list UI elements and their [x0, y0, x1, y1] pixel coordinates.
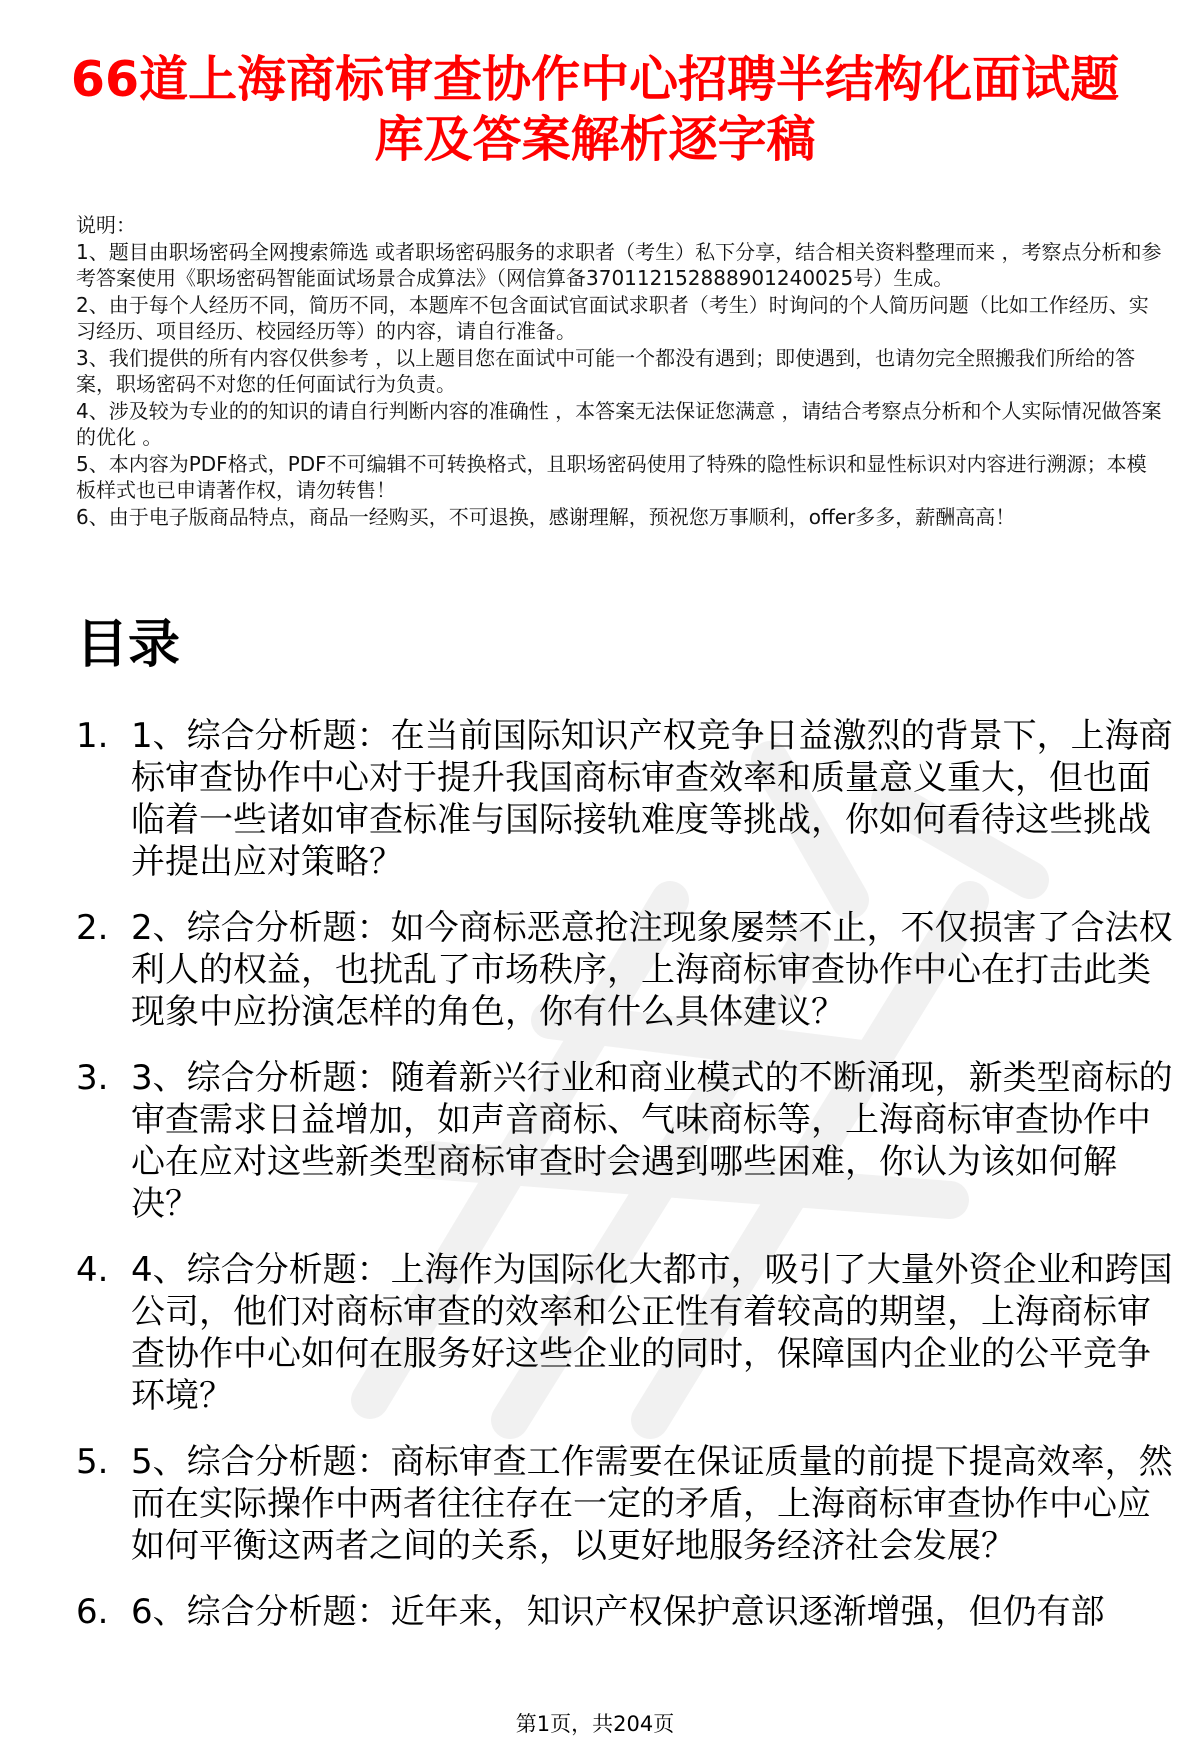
instruction-item: 1、题目由职场密码全网搜索筛选 或者职场密码服务的求职者（考生）私下分享，结合相关资料整理而来 ，考察点分析和参考答案使用《职场密码智能面试场景合成算法》（网信算备370112152888901240025号）生成。: [76, 239, 1162, 290]
document-title: 66道上海商标审查协作中心招聘半结构化面试题库及答案解析逐字稿: [70, 51, 1120, 168]
toc-heading: 目录: [76, 615, 181, 675]
instruction-item: 3、我们提供的所有内容仅供参考 ，以上题目您在面试中可能一个都没有遇到；即使遇到，也请勿完全照搬我们所给的答案，职场密码不对您的任何面试行为负责。: [76, 345, 1136, 396]
toc-item-text: 3、综合分析题：随着新兴行业和商业模式的不断涌现，新类型商标的审查需求日益增加，如声音商标、气味商标等，上海商标审查协作中心在应对这些新类型商标审查时会遇到哪些困难，你认为该如何解决？: [131, 1058, 1173, 1224]
toc-item[interactable]: [76, 907, 1176, 1033]
instructions-heading: 说明：: [76, 213, 136, 237]
toc-item-text: 6、综合分析题：近年来，知识产权保护意识逐渐增强，但仍有部: [131, 1592, 1105, 1632]
toc-item-number: 3.: [76, 1058, 109, 1098]
toc-item-text: 1、综合分析题：在当前国际知识产权竞争日益激烈的背景下，上海商标审查协作中心对于提升我国商标审查效率和质量意义重大，但也面临着一些诸如审查标准与国际接轨难度等挑战，你如何看待这些挑战并提出应对策略？: [131, 716, 1173, 882]
toc-item[interactable]: [76, 1591, 1176, 1633]
instruction-item: 6、由于电子版商品特点，商品一经购买，不可退换，感谢理解，预祝您万事顺利，offer多多，薪酬高高！: [76, 504, 1016, 529]
toc-list: [76, 715, 1176, 1657]
instruction-item: 2、由于每个人经历不同，简历不同，本题库不包含面试官面试求职者（考生）时询问的个人简历问题（比如工作经历、实习经历、项目经历、校园经历等）的内容，请自行准备。: [76, 292, 1149, 343]
toc-item-number: 6.: [76, 1592, 109, 1632]
toc-item-number: 2.: [76, 908, 109, 948]
instructions-block: [76, 212, 1166, 530]
toc-item-text: 5、综合分析题：商标审查工作需要在保证质量的前提下提高效率，然而在实际操作中两者往往存在一定的矛盾，上海商标审查协作中心应如何平衡这两者之间的关系，以更好地服务经济社会发展？: [131, 1442, 1173, 1566]
toc-item-number: 4.: [76, 1250, 109, 1290]
toc-item-text: 4、综合分析题：上海作为国际化大都市，吸引了大量外资企业和跨国公司，他们对商标审查的效率和公正性有着较高的期望，上海商标审查协作中心如何在服务好这些企业的同时，保障国内企业的公平竞争环境？: [131, 1250, 1173, 1416]
page-number-footer: 第1页，共204页: [515, 1712, 675, 1736]
toc-item[interactable]: [76, 1441, 1176, 1567]
toc-item[interactable]: [76, 715, 1176, 883]
instruction-item: 5、本内容为PDF格式，PDF不可编辑不可转换格式，且职场密码使用了特殊的隐性标识和显性标识对内容进行溯源；本模板样式也已申请著作权，请勿转售！: [76, 451, 1147, 502]
instruction-item: 4、涉及较为专业的的知识的请自行判断内容的准确性 ，本答案无法保证您满意 ，请结合考察点分析和个人实际情况做答案的优化 。: [76, 398, 1162, 449]
toc-item-number: 1.: [76, 716, 109, 756]
toc-item-number: 5.: [76, 1442, 109, 1482]
toc-item[interactable]: [76, 1249, 1176, 1417]
toc-item-text: 2、综合分析题：如今商标恶意抢注现象屡禁不止，不仅损害了合法权利人的权益，也扰乱了市场秩序，上海商标审查协作中心在打击此类现象中应扮演怎样的角色，你有什么具体建议？: [131, 908, 1173, 1032]
toc-item[interactable]: [76, 1057, 1176, 1225]
